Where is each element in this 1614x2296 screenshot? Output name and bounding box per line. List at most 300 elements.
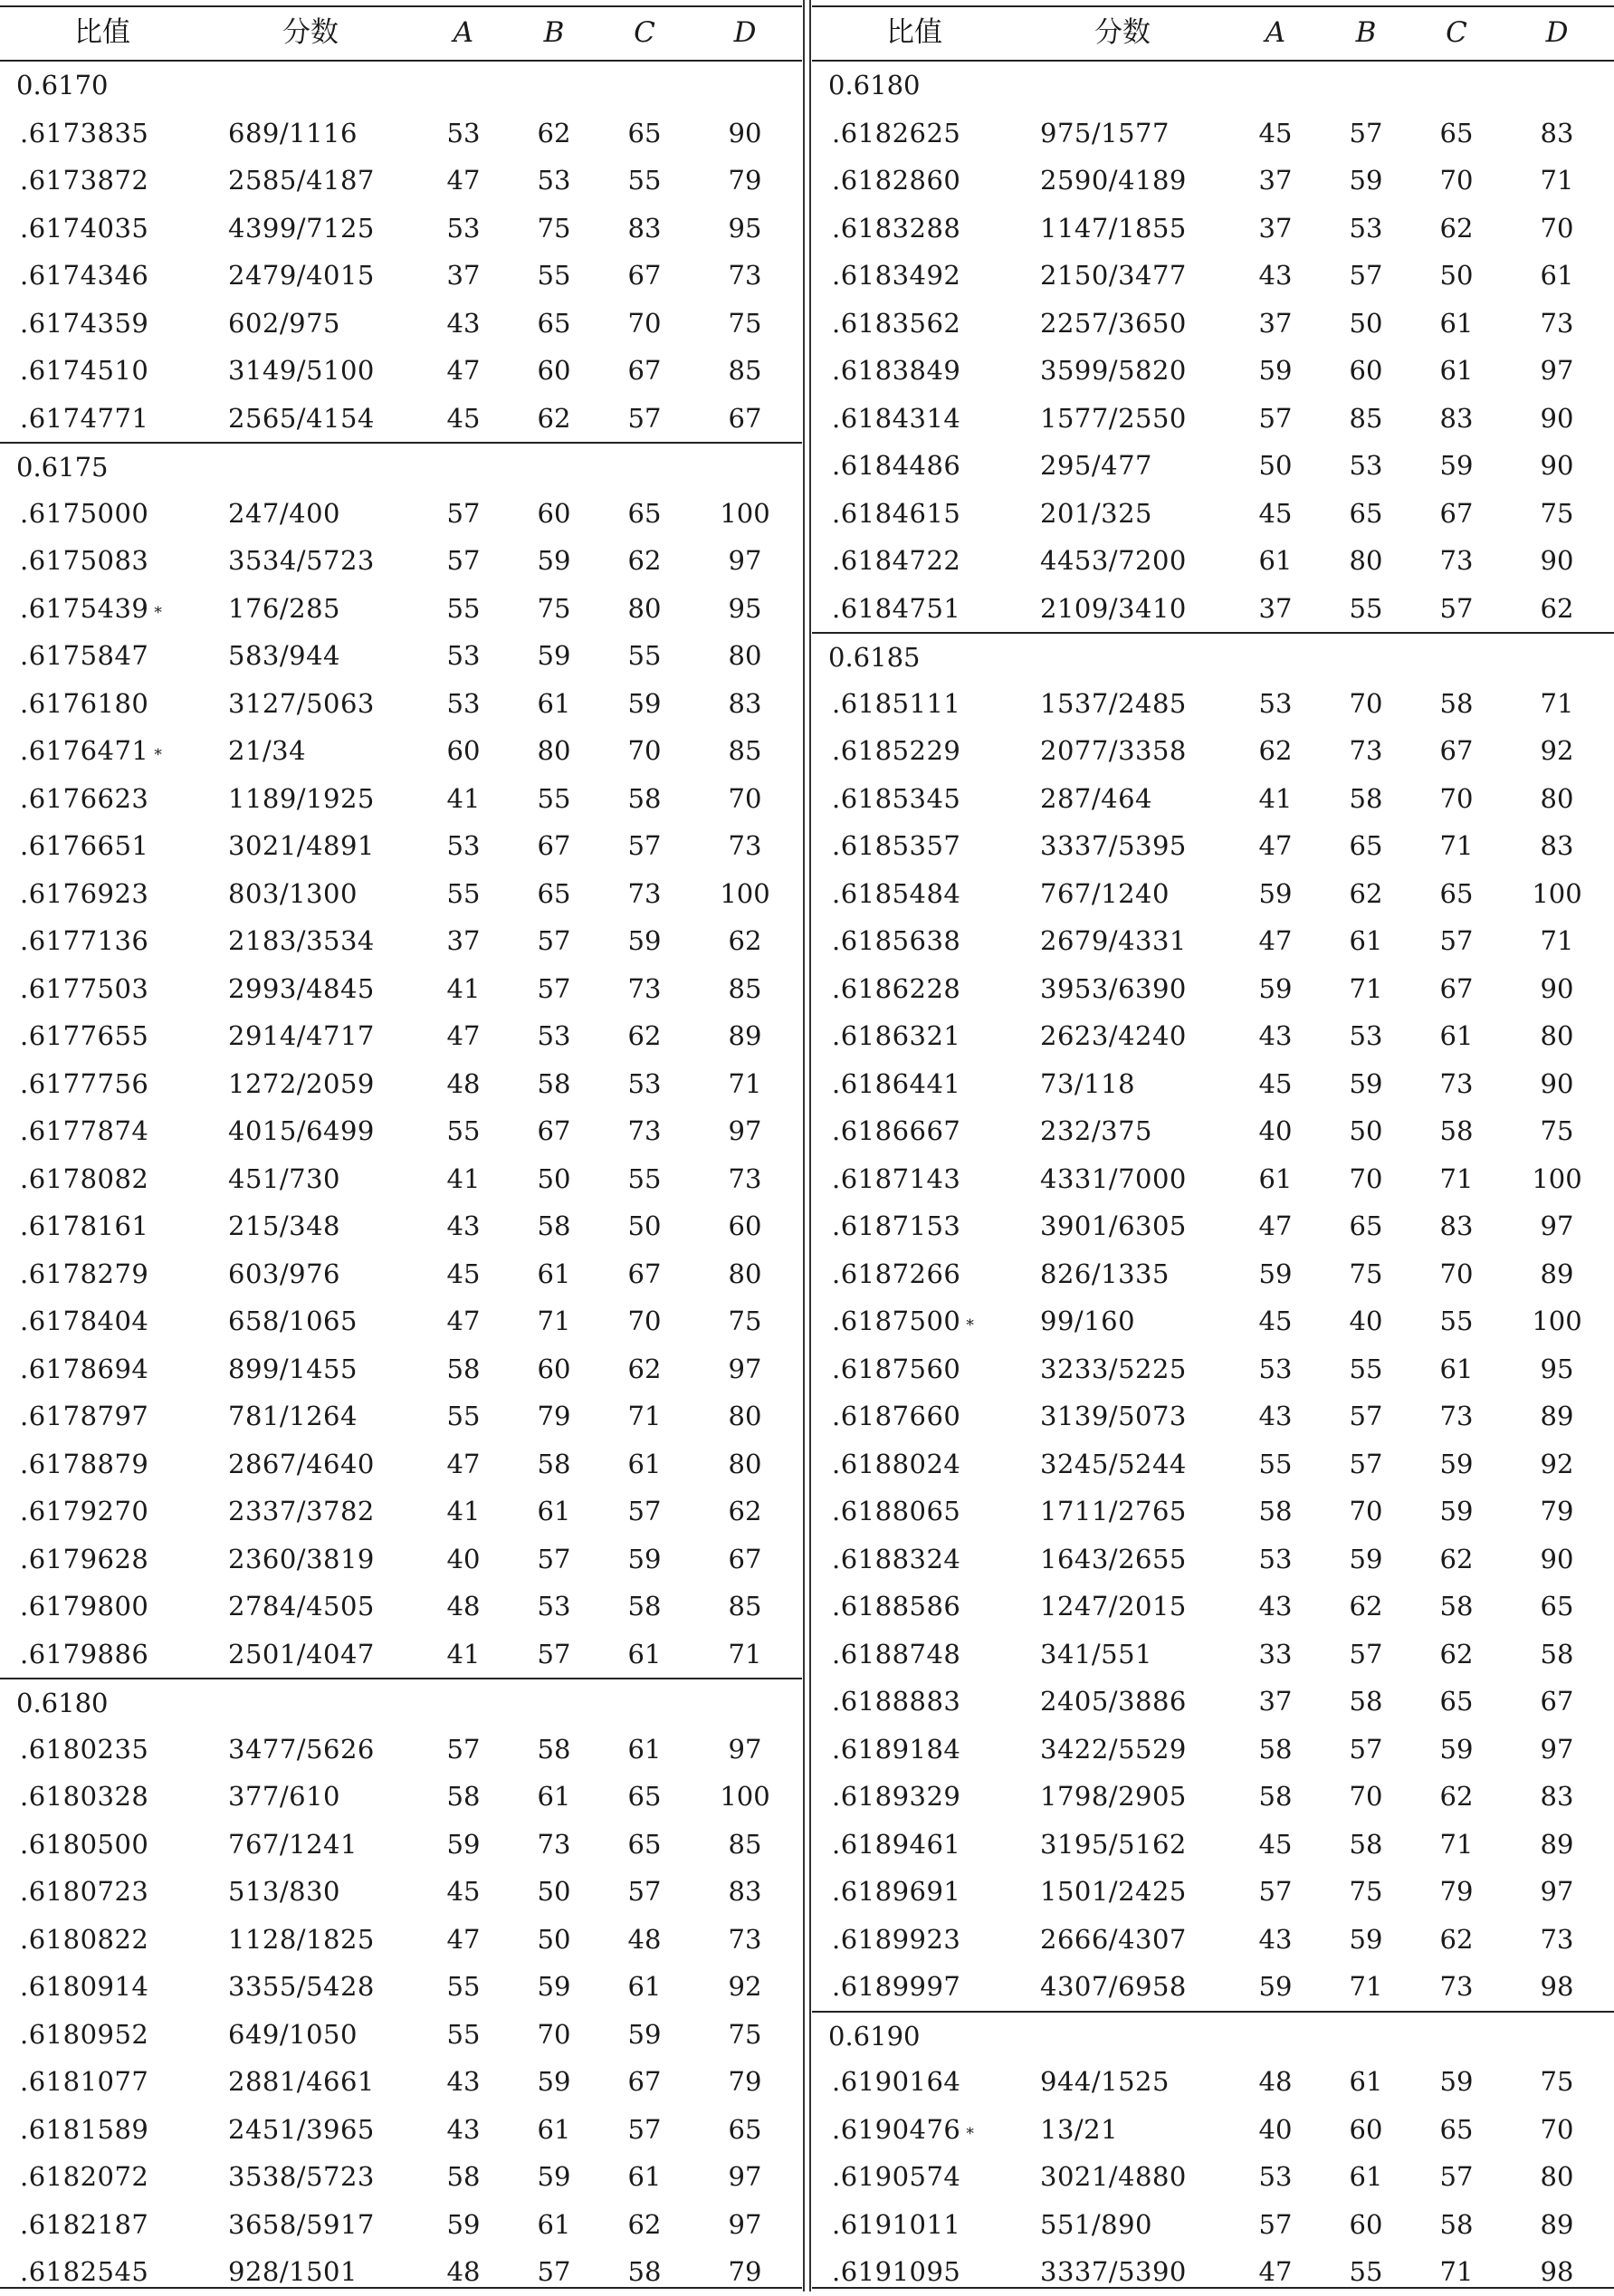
ratio-value: .6182625 [832,117,961,148]
c-cell: 65 [1439,2113,1474,2145]
fraction-cell: 3021/4880 [1040,2161,1187,2192]
ratio-value: .6188065 [832,1496,961,1526]
c-cell: 61 [1439,1020,1474,1051]
table-row [812,205,1614,253]
b-cell: 59 [537,545,571,576]
c-cell: 62 [627,1020,662,1051]
a-cell: 55 [446,1971,481,2002]
table-row [812,1773,1614,1821]
asterisk-mark: * [966,2124,975,2143]
c-cell: 73 [1439,1971,1474,2002]
c-cell: 57 [627,1496,662,1526]
c-cell: 70 [627,307,662,339]
a-cell: 55 [446,592,481,624]
fraction-cell: 2150/3477 [1040,260,1187,291]
d-cell: 89 [728,1020,762,1051]
ratio-cell [832,252,960,300]
c-cell: 59 [1439,1448,1474,1479]
a-cell: 43 [1258,1591,1293,1622]
a-cell: 59 [446,2208,481,2240]
ratio-cell [832,1726,960,1774]
table-row [0,1488,802,1535]
table-row [0,1345,802,1393]
a-cell: 47 [446,355,481,386]
ratio-value: .6189184 [832,1733,961,1765]
fraction-cell: 3953/6390 [1040,972,1187,1004]
b-cell: 57 [1349,260,1383,291]
ratio-value: .6177874 [20,1115,149,1146]
header-a: A [453,16,474,49]
c-cell: 62 [1439,1543,1474,1574]
b-cell: 50 [537,1162,571,1194]
ratio-cell [832,1155,960,1203]
ratio-cell [832,1963,960,2011]
c-cell: 65 [1439,877,1474,909]
ratio-cell [20,822,148,870]
ratio-cell [20,1392,148,1440]
a-cell: 37 [1258,307,1293,339]
b-cell: 50 [1349,1115,1383,1146]
fraction-cell: 287/464 [1040,782,1152,814]
ratio-value: .6190164 [832,2066,961,2097]
ratio-cell [832,1107,960,1155]
d-cell: 83 [728,1876,762,1907]
c-cell: 62 [1439,1923,1474,1955]
a-cell: 47 [1258,830,1293,861]
fraction-cell: 2337/3782 [228,1496,375,1526]
table-row [0,1726,802,1774]
c-cell: 57 [1439,592,1474,624]
ratio-value: .6186228 [832,972,961,1004]
table-row [0,2106,802,2154]
ratio-cell [20,1440,148,1488]
d-cell: 92 [1540,735,1574,766]
ratio-value: .6179800 [20,1591,149,1622]
a-cell: 45 [1258,1067,1293,1099]
b-cell: 71 [1349,1971,1383,2002]
ratio-cell [832,1202,960,1250]
c-cell: 71 [627,1401,662,1431]
b-cell: 62 [537,402,571,434]
fraction-cell: 928/1501 [228,2256,358,2287]
ratio-value: .6188324 [832,1543,961,1574]
ratio-cell [20,2153,148,2201]
c-cell: 67 [627,1258,662,1289]
d-cell: 80 [1540,782,1574,814]
b-cell: 80 [1349,545,1383,576]
fraction-cell: 1128/1825 [228,1923,375,1955]
table-row [0,1963,802,2011]
fraction-cell: 2479/4015 [228,260,375,291]
ratio-value: .6183492 [832,260,961,291]
fraction-cell: 2565/4154 [228,402,375,434]
table-row [0,965,802,1013]
table-row [0,395,802,443]
fraction-cell: 4307/6958 [1040,1971,1187,2002]
ratio-cell [20,1583,148,1631]
ratio-cell [832,2058,960,2106]
fraction-cell: 232/375 [1040,1115,1152,1146]
fraction-cell: 3021/4891 [228,830,375,861]
b-cell: 67 [537,1115,571,1146]
ratio-value: .6185229 [832,735,961,766]
table-row [812,1440,1614,1488]
d-cell: 85 [728,972,762,1004]
c-cell: 71 [1439,2256,1474,2287]
ratio-value: .6182187 [20,2208,149,2240]
table-row [0,2201,802,2249]
ratio-value: .6174346 [20,260,149,291]
table-row [812,1107,1614,1155]
ratio-value: .6185357 [832,830,961,861]
table-row [812,2201,1614,2249]
ratio-cell [20,1297,148,1345]
c-cell: 67 [627,355,662,386]
header-ratio: 比值 [886,16,942,49]
ratio-cell [832,490,960,538]
d-cell: 89 [1540,1258,1574,1289]
a-cell: 58 [446,2161,481,2192]
ratio-value: .6178279 [20,1258,149,1289]
b-cell: 53 [1349,1020,1383,1051]
ratio-cell [20,1631,148,1679]
a-cell: 43 [1258,1923,1293,1955]
group-ratio-label: 0.6180 [16,1688,109,1718]
ratio-value: .6183288 [832,212,961,244]
table-row [0,775,802,823]
table-row [812,252,1614,300]
ratio-value: .6177136 [20,925,149,956]
ratio-value: .6177756 [20,1067,149,1099]
b-cell: 61 [537,2113,571,2145]
ratio-cell [20,300,148,348]
b-cell: 57 [1349,1401,1383,1431]
table-row [0,632,802,680]
a-cell: 48 [446,1067,481,1099]
d-cell: 98 [1540,2256,1574,2287]
ratio-cell [20,395,148,443]
d-cell: 90 [728,117,762,148]
c-cell: 80 [627,592,662,624]
b-cell: 60 [537,355,571,386]
ratio-value: .6180328 [20,1781,149,1812]
ratio-value: .6175000 [20,497,149,529]
d-cell: 79 [728,165,762,196]
ratio-cell [20,2058,148,2106]
ratio-value: .6189329 [832,1781,961,1812]
fraction-cell: 583/944 [228,640,340,671]
header-c: C [1446,16,1467,49]
ratio-cell [20,1107,148,1155]
c-cell: 55 [627,165,662,196]
table-row [812,585,1614,633]
b-cell: 58 [1349,1686,1383,1717]
fraction-cell: 377/610 [228,1781,340,1812]
d-cell: 75 [1540,497,1574,529]
table-row [812,1345,1614,1393]
table-row [0,1583,802,1631]
fraction-cell: 1147/1855 [1040,212,1187,244]
group-ratio-label: 0.6180 [828,70,921,100]
ratio-value: .6181077 [20,2066,149,2097]
ratio-value: .6178082 [20,1162,149,1194]
table-row [0,585,802,633]
fraction-cell: 99/160 [1040,1306,1136,1336]
fraction-cell: 2784/4505 [228,1591,375,1622]
table-row [812,1060,1614,1108]
d-cell: 100 [1532,877,1582,909]
table-body-right [812,62,1614,2296]
ratio-cell [20,347,148,395]
a-cell: 53 [1258,687,1293,719]
ratio-cell [832,110,960,158]
c-cell: 57 [627,402,662,434]
b-cell: 59 [1349,1543,1383,1574]
table-row [812,1155,1614,1203]
a-cell: 40 [446,1543,481,1574]
d-cell: 67 [728,402,762,434]
fraction-cell: 3422/5529 [1040,1733,1187,1765]
b-cell: 67 [537,830,571,861]
c-cell: 50 [627,1210,662,1241]
ratio-cell [20,157,148,205]
d-cell: 80 [728,1258,762,1289]
a-cell: 53 [1258,1353,1293,1384]
fraction-cell: 2881/4661 [228,2066,375,2097]
a-cell: 47 [1258,925,1293,956]
table-row [0,2011,802,2059]
b-cell: 53 [537,1020,571,1051]
ratio-value: .6175083 [20,545,149,576]
d-cell: 73 [1540,307,1574,339]
d-cell: 97 [728,1353,762,1384]
header-d: D [1545,16,1569,49]
b-cell: 70 [1349,1781,1383,1812]
a-cell: 57 [446,497,481,529]
d-cell: 73 [728,1162,762,1194]
fraction-cell: 899/1455 [228,1353,358,1384]
table-row [0,537,802,585]
b-cell: 57 [537,1543,571,1574]
d-cell: 95 [1540,1353,1574,1384]
header-fraction: 分数 [282,16,339,49]
b-cell: 65 [1349,830,1383,861]
a-cell: 43 [446,2066,481,2097]
table-row [0,1392,802,1440]
ratio-cell [832,1583,960,1631]
ratio-value: .6176623 [20,782,149,814]
fraction-cell: 2501/4047 [228,1638,375,1669]
c-cell: 62 [1439,212,1474,244]
d-cell: 90 [1540,402,1574,434]
d-cell: 73 [1540,1923,1574,1955]
a-cell: 47 [446,165,481,196]
a-cell: 43 [446,307,481,339]
fraction-cell: 2623/4240 [1040,1020,1187,1051]
table-row [0,1868,802,1916]
c-cell: 58 [627,782,662,814]
ratio-value: .6179270 [20,1496,149,1526]
b-cell: 57 [537,972,571,1004]
d-cell: 80 [1540,1020,1574,1051]
ratio-value: .6188586 [832,1591,961,1622]
ratio-value: .6177655 [20,1020,149,1051]
table-row [812,775,1614,823]
ratio-value: .6186667 [832,1115,961,1146]
b-cell: 59 [1349,1067,1383,1099]
fraction-cell: 3127/5063 [228,687,375,719]
ratio-cell [20,1916,148,1964]
a-cell: 59 [1258,877,1293,909]
b-cell: 59 [537,2066,571,2097]
ratio-value: .6185638 [832,925,961,956]
ratio-value: .6180914 [20,1971,149,2002]
ratio-cell [20,2011,148,2059]
ratio-value: .6182860 [832,165,961,196]
a-cell: 57 [446,545,481,576]
a-cell: 59 [446,1828,481,1860]
fraction-cell: 2183/3534 [228,925,375,956]
b-cell: 75 [537,592,571,624]
a-cell: 55 [446,1115,481,1146]
d-cell: 83 [1540,1781,1574,1812]
fraction-cell: 3477/5626 [228,1733,375,1765]
d-cell: 73 [728,830,762,861]
c-cell: 55 [627,1162,662,1194]
fraction-cell: 2451/3965 [228,2113,375,2145]
d-cell: 80 [728,640,762,671]
c-cell: 65 [627,1828,662,1860]
table-row [812,1392,1614,1440]
d-cell: 80 [728,1401,762,1431]
c-cell: 61 [627,1971,662,2002]
ratio-value: .6187560 [832,1353,961,1384]
b-cell: 57 [537,1638,571,1669]
ratio-cell [20,110,148,158]
group-header-row [812,632,1614,680]
a-cell: 58 [1258,1733,1293,1765]
c-cell: 65 [627,1781,662,1812]
ratio-value: .6180500 [20,1828,149,1860]
table-row [0,300,802,348]
ratio-value: .6180822 [20,1923,149,1955]
d-cell: 89 [1540,1828,1574,1860]
c-cell: 65 [1439,117,1474,148]
ratio-cell [20,965,148,1013]
fraction-cell: 2405/3886 [1040,1686,1187,1717]
bottom-rule [0,2287,802,2289]
b-cell: 55 [537,260,571,291]
table-row [812,157,1614,205]
a-cell: 57 [1258,1876,1293,1907]
b-cell: 57 [1349,1638,1383,1669]
table-row [812,822,1614,870]
a-cell: 37 [446,260,481,291]
d-cell: 90 [1540,450,1574,481]
c-cell: 62 [627,545,662,576]
fraction-cell: 3599/5820 [1040,355,1187,386]
b-cell: 50 [1349,307,1383,339]
c-cell: 59 [627,2018,662,2050]
table-row [812,870,1614,918]
table-row [812,442,1614,490]
ratio-cell [832,680,960,728]
b-cell: 60 [537,497,571,529]
ratio-cell [832,1678,960,1726]
c-cell: 73 [627,877,662,909]
ratio-value: .6176180 [20,687,149,719]
ratio-value: .6175439 [20,592,149,624]
a-cell: 53 [446,212,481,244]
ratio-value: .6188024 [832,1448,961,1479]
c-cell: 79 [1439,1876,1474,1907]
d-cell: 100 [720,1781,770,1812]
a-cell: 45 [1258,1828,1293,1860]
d-cell: 60 [728,1210,762,1241]
ratio-cell [832,870,960,918]
b-cell: 73 [537,1828,571,1860]
a-cell: 59 [1258,972,1293,1004]
ratio-value: .6184722 [832,545,961,576]
c-cell: 58 [627,2256,662,2287]
d-cell: 98 [1540,1971,1574,2002]
table-row [812,965,1614,1013]
table-row [812,1963,1614,2011]
table-row [0,347,802,395]
b-cell: 61 [1349,2066,1383,2097]
fraction-cell: 341/551 [1040,1638,1152,1669]
table-row [0,1631,802,1679]
fraction-cell: 1577/2550 [1040,402,1187,434]
a-cell: 33 [1258,1638,1293,1669]
c-cell: 61 [627,2161,662,2192]
ratio-cell [20,1155,148,1203]
b-cell: 61 [537,2208,571,2240]
column-divider-line [803,0,805,2291]
c-cell: 58 [1439,2208,1474,2240]
table-row [0,252,802,300]
a-cell: 62 [1258,735,1293,766]
b-cell: 57 [1349,1733,1383,1765]
fraction-cell: 295/477 [1040,450,1152,481]
b-cell: 59 [537,1971,571,2002]
ratio-value: .6191011 [832,2208,961,2240]
ratio-cell [20,1963,148,2011]
ratio-value: .6183849 [832,355,961,386]
c-cell: 73 [627,1115,662,1146]
table-row [0,490,802,538]
d-cell: 71 [728,1638,762,1669]
bottom-rule [812,2287,1614,2289]
fraction-cell: 2360/3819 [228,1543,375,1574]
a-cell: 41 [446,972,481,1004]
c-cell: 67 [1439,735,1474,766]
ratio-cell [20,1345,148,1393]
table-row [812,1821,1614,1869]
fraction-cell: 1711/2765 [1040,1496,1187,1526]
c-cell: 59 [627,925,662,956]
d-cell: 100 [720,497,770,529]
ratio-cell [832,1535,960,1583]
b-cell: 58 [537,1067,571,1099]
ratio-value: .6186321 [832,1020,961,1051]
fraction-cell: 658/1065 [228,1306,358,1336]
c-cell: 70 [1439,782,1474,814]
a-cell: 40 [1258,2113,1293,2145]
fraction-cell: 4453/7200 [1040,545,1187,576]
a-cell: 59 [1258,355,1293,386]
b-cell: 57 [1349,1448,1383,1479]
